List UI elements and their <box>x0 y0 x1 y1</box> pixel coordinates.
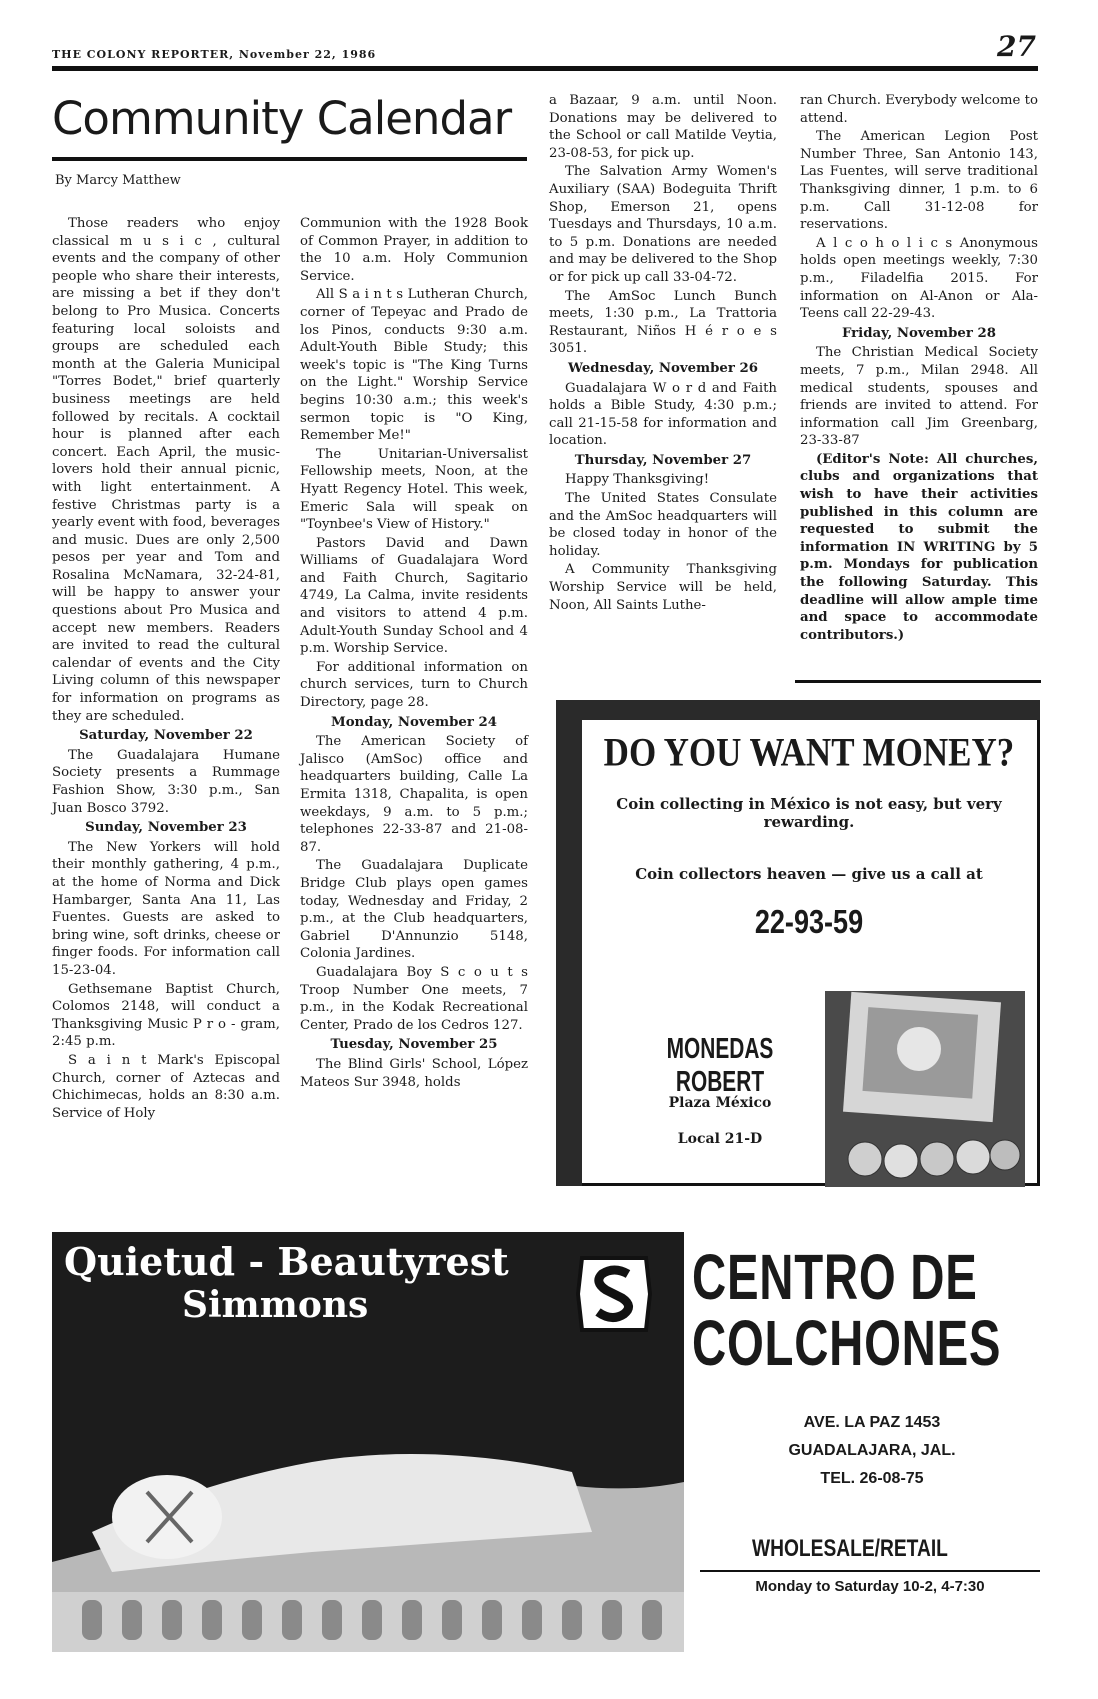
ad-headline: DO YOU WANT MONEY? <box>603 730 1015 775</box>
date-heading: Thursday, November 27 <box>574 452 752 468</box>
article-paragraph: The AmSoc Lunch Bunch meets, 1:30 p.m., La Trattoria Restaurant, Niños H é r o e s 3051. <box>549 288 777 357</box>
article-paragraph: S a i n t Mark's Episcopal Church, corner of Aztecas and Chichimecas, holds an 8:30 a.m. Service of Holy <box>52 1052 280 1121</box>
article-paragraph: The Salvation Army Women's Auxiliary (SAA) Bodeguita Thrift Shop, Emerson 21, opens Tuesdays and Thursdays, 10 a.m. to 5 p.m. Donations are needed and may be delivered to the Shop or for pick up call 33-04-72. <box>549 164 777 285</box>
store-name-line-2: COLCHONES <box>692 1307 1002 1379</box>
store-name-line-1: CENTRO DE <box>692 1241 978 1313</box>
mattress-brand-simmons: Simmons <box>182 1284 369 1326</box>
ad-place: Plaza México <box>668 1095 772 1111</box>
article-column-3 <box>549 92 777 615</box>
article-paragraph: Guadalajara Boy S c o u t s Troop Number One meets, 7 p.m., in the Kodak Recreational Center, Prado de los Cedros 127. <box>300 964 528 1033</box>
article-paragraph: The New Yorkers will hold their monthly gathering, 4 p.m., at the home of Norma and Dick Hambarger, Santa Ana 11, Las Fuentes. Guests are asked to bring wine, soft drinks, cheese or finger foods. For information call 15-23-04. <box>52 839 280 978</box>
store-city: GUADALAJARA, JAL. <box>788 1442 956 1459</box>
date-heading: Saturday, November 22 <box>79 728 253 744</box>
article-paragraph: The Blind Girls' School, López Mateos Sur 3948, holds <box>300 1056 528 1090</box>
article-paragraph: The American Society of Jalisco (AmSoc) office and headquarters building, Calle La Ermita 1318, Chapalita, is open weekdays, 9 a.m. to 5 p.m.; telephones 22-33-87 and 21-08-87. <box>300 734 528 855</box>
store-name <box>692 1241 1002 1379</box>
article-paragraph: a Bazaar, 9 a.m. until Noon. Donations may be delivered to the School or call Matilde Veytia, 23-08-53, for pick up. <box>549 93 777 161</box>
masthead-rule <box>52 66 1038 71</box>
ad-line-1: Coin collecting in México is not easy, but very rewarding. <box>616 795 1002 831</box>
wholesale-label: WHOLESALE/RETAIL <box>752 1535 948 1562</box>
article-paragraph: The Guadalajara Duplicate Bridge Club plays open games today, Wednesday and Friday, 2 p.m., at the Club headquarters, Gabriel D'Annunzio 5148, Colonia Jardines. <box>300 858 528 962</box>
ad-brand: MONEDAS ROBERT <box>666 1033 774 1098</box>
article-paragraph: A Community Thanksgiving Worship Service will be held, Noon, All Saints Luthe- <box>549 562 777 613</box>
article-paragraph: The Christian Medical Society meets, 7 p.m., Milan 2948. All medical students, spouses and friends are invited to attend. For information call Jim Greenbarg, 23-33-87 <box>800 345 1038 449</box>
article-paragraph: The American Legion Post Number Three, San Antonio 143, Las Fuentes, will serve traditional Thanksgiving dinner, 1 p.m. to 6 p.m. Call 31-12-08 for reservations. <box>800 129 1038 233</box>
simmons-s-logo-icon <box>574 1254 654 1334</box>
ad-shadow-top <box>556 700 1040 720</box>
date-heading: Sunday, November 23 <box>85 820 247 836</box>
ad-local: Local 21-D <box>677 1131 763 1147</box>
mattress-ad <box>52 1232 1040 1652</box>
title-rule <box>52 157 527 161</box>
coins-photo <box>825 991 1025 1187</box>
article-column-2 <box>300 215 528 1092</box>
mattress-brand: Quietud - Beautyrest <box>64 1239 509 1284</box>
article-paragraph: The Guadalajara Humane Society presents a Rummage Fashion Show, 3:30 p.m., San Juan Bosco 3792. <box>52 747 280 816</box>
article-paragraph: ran Church. Everybody welcome to attend. <box>800 93 1038 126</box>
article-paragraph: A l c o h o l i c s Anonymous holds open meetings weekly, 7:30 p.m., Filadelfia 2015. For information on Al-Anon or Ala-Teens call 22-29-43. <box>800 235 1038 322</box>
store-hours: Monday to Saturday 10-2, 4-7:30 <box>700 1570 1040 1604</box>
article-paragraph: For additional information on church services, turn to Church Directory, page 28. <box>300 659 528 711</box>
article-paragraph: Those readers who enjoy classical m u s i c , cultural events and the company of other people who share their interests, are missing a bet if they don't belong to Pro Musica. Concerts featuring local soloists and groups are scheduled each month at the Galeria Municipal "Torres Bodet," brief quarterly business meetings are held followed by recitals. A cocktail hour is planned after each concert. Each April, the music-lovers hold their annual picnic, with light entertainment. A festive Christmas party is a yearly event with food, beverages and music. Dues are only 2,500 pesos per year and Tom and Rosalina McNamara, 32-24-81, will be happy to answer your questions about Pro Musica and accept new members. Readers are invited to read the cultural calendar of events and the City Living column of this newspaper for information on programs as they are scheduled. <box>52 216 280 724</box>
article-paragraph: Communion with the 1928 Book of Common Prayer, in addition to the 10 a.m. Holy Communion Service. <box>300 216 528 284</box>
store-address: AVE. LA PAZ 1453 <box>803 1414 941 1431</box>
date-heading: Tuesday, November 25 <box>330 1037 498 1053</box>
date-heading: Friday, November 28 <box>841 325 997 341</box>
article-paragraph: Pastors David and Dawn Williams of Guadalajara Word and Faith Church, Sagitario 4749, La Calma, invite residents and visitors to attend 4 p.m. Adult-Youth Sunday School and 4 p.m. Worship Service. <box>300 535 528 657</box>
editors-note: (Editor's Note: All churches, clubs and organizations that wish to have their activities published in this column are requested to submit the information IN WRITING by 5 p.m. Mondays for publication the following Saturday. This deadline will allow ample time and space to accommodate contributors.) <box>800 451 1038 643</box>
ad-line-2: Coin collectors heaven — give us a call at <box>635 865 983 883</box>
article-title: Community Calendar <box>52 92 512 145</box>
coin-ad <box>556 700 1040 1186</box>
article-paragraph: All S a i n t s Lutheran Church, corner of Tepeyac and Prado de los Pinos, conducts 9:30 a.m. Adult-Youth Bible Study; this week's topic is "The King Turns on the Light." Worship Service begins 10:30 a.m.; this week's sermon topic is "O King, Remember Me!" <box>300 287 528 444</box>
date-heading: Wednesday, November 26 <box>567 360 759 376</box>
article-paragraph: Guadalajara W o r d and Faith holds a Bible Study, 4:30 p.m.; call 21-15-58 for information and location. <box>549 380 777 449</box>
column-end-rule <box>795 680 1041 683</box>
article-paragraph: Gethsemane Baptist Church, Colomos 2148, will conduct a Thanksgiving Music P r o - gram, 2:45 p.m. <box>52 981 280 1050</box>
ad-phone: 22-93-59 <box>754 903 864 940</box>
store-phone: TEL. 26-08-75 <box>820 1470 924 1487</box>
article-paragraph: The Unitarian-Universalist Fellowship meets, Noon, at the Hyatt Regency Hotel. This week, Emeric Sala will speak on "Toynbee's View of History." <box>300 446 528 533</box>
article-column-4 <box>800 92 1038 645</box>
ad-shadow-left <box>556 700 582 1186</box>
byline: By Marcy Matthew <box>55 173 181 188</box>
article-paragraph: The United States Consulate and the AmSoc headquarters will be closed today in honor of the holiday. <box>549 491 777 559</box>
masthead: THE COLONY REPORTER, November 22, 1986 <box>52 48 377 61</box>
article-column-1 <box>52 215 280 1123</box>
date-heading: Monday, November 24 <box>330 714 498 730</box>
page-number: 27 <box>997 30 1036 63</box>
article-paragraph: Happy Thanksgiving! <box>565 472 710 488</box>
